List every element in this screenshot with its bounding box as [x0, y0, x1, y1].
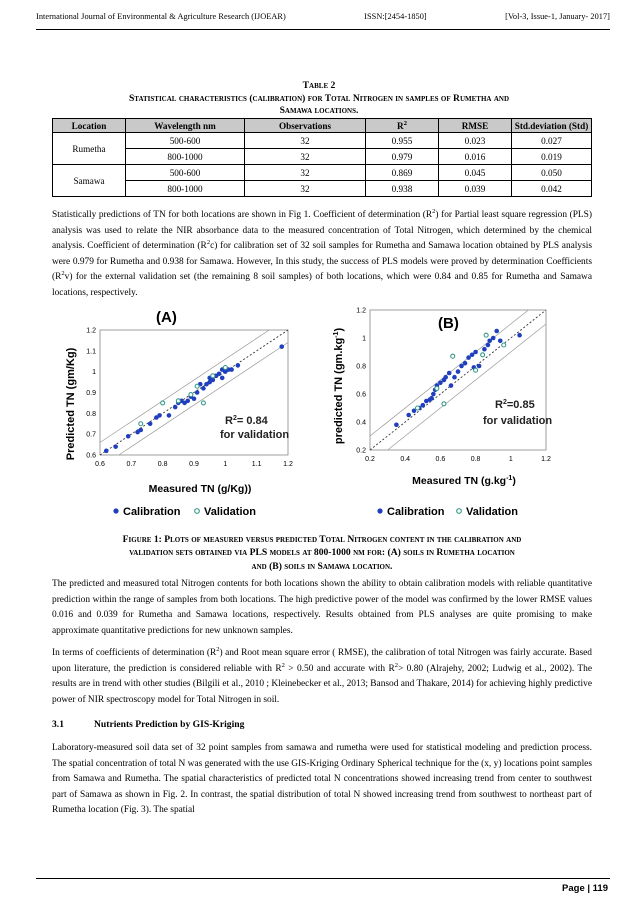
validation-point — [416, 406, 420, 410]
cell-obs: 32 — [245, 165, 366, 181]
validation-point — [502, 343, 506, 347]
x-tick-label: 0.7 — [126, 461, 137, 468]
calibration-point — [449, 383, 454, 388]
panel-label: (B) — [438, 315, 459, 332]
cell-location: Rumetha — [53, 133, 126, 165]
y-tick-label: 1 — [92, 369, 96, 377]
cell-r2: 0.979 — [366, 149, 439, 165]
paragraph-1: Statistically predictions of TN for both locations are shown in Fig 1. Coefficient of determination $(R^2)$ for Partial least square regression (PLS) analysis was used to relate the NIR absorbance data to the measured concentration of Total Nitrogen, which determined by the chemical analysis. Coefficient of determination $(R^2c)$ for calibration set of 32 soil samples for Rumetha and Samawa location obtained by PLS analysis were 0.979 for Rumetha and 0.938 for Samawa. However, In this study, the success of PLS models were proved by determination Coefficients $(R^2v)$ for the external validation set (the remaining 8 soil samples) of both locations, which were 0.84 and 0.85 for Rumetha and Samawa locations, respectively. — [52, 207, 592, 298]
header-rule — [36, 29, 610, 30]
validation-point — [195, 384, 199, 388]
validation-point — [451, 354, 455, 358]
col-wavelength: Wavelength nm — [126, 119, 245, 133]
cell-std: 0.027 — [512, 133, 592, 149]
calibration-point — [217, 371, 222, 376]
paragraph-2: The predicted and measured total Nitrogen contents for both locations shown the ability to obtain calibration models with reliable quantitative prediction within the range of samples from both locations. The high predictive power of the model was confirmed by the lower RMSE values 0.016 and 0.039 for Rumetha and Samawa locations, respectively. Results obtained from PLS analyses are quite promising to make approximate quantitative predictions for new unknown samples. — [52, 579, 592, 636]
calibration-point — [167, 413, 172, 418]
x-tick-label: 1 — [508, 456, 513, 463]
legend — [377, 506, 518, 518]
figure-caption: Figure 1: Plots of measured versus predicted Total Nitrogen content in the calibration and validation sets obtained via PLS models at 800-1000 nm for: (A) soils in Rumetha location and (B) soils in Samawa location. — [122, 534, 522, 572]
x-tick-label: 0.8 — [470, 456, 481, 463]
figure-panel-b — [328, 300, 572, 527]
calibration-point — [113, 444, 118, 449]
calibration-point — [463, 361, 468, 366]
table-row — [53, 181, 592, 197]
col-r2: $R^2$ — [366, 119, 439, 133]
calibration-point — [428, 397, 433, 402]
y-tick-label: 1.2 — [86, 327, 96, 335]
y-tick-label: 1.2 — [356, 307, 366, 315]
calibration-point — [126, 434, 131, 439]
cell-obs: 32 — [245, 133, 366, 149]
cell-std: 0.019 — [512, 149, 592, 165]
validation-point — [139, 422, 143, 426]
calibration-point — [236, 363, 241, 368]
calibration-point — [192, 396, 197, 401]
validation-point — [211, 374, 215, 378]
calibration-point — [431, 392, 436, 397]
y-tick-label: 0.2 — [356, 447, 366, 455]
calibration-point — [498, 339, 503, 344]
col-std: Std.deviation (Std) — [512, 119, 592, 133]
section-heading: 3.1 Nutrients Prediction by GIS-Kriging — [52, 719, 245, 730]
col-rmse: RMSE — [439, 119, 512, 133]
calibration-point — [452, 375, 457, 380]
figure-panel-a — [60, 300, 304, 527]
page-number: Page | 119 — [562, 883, 608, 894]
validation-note: for validation — [483, 415, 553, 427]
calibration-point — [229, 367, 234, 372]
y-tick-label: 0.6 — [356, 391, 366, 399]
cell-location: Samawa — [53, 165, 126, 197]
table-row — [53, 165, 592, 181]
calibration-point — [421, 403, 426, 408]
journal-name: International Journal of Environmental & Agriculture Research (IJOEAR) — [36, 12, 286, 21]
calibration-point — [477, 364, 482, 369]
x-tick-label: 0.6 — [95, 461, 105, 468]
calibration-point — [456, 369, 461, 374]
x-tick-label: 1.2 — [541, 456, 551, 463]
table-caption-line1: Statistical characteristics (calibration) for Total Nitrogen in samples of Rumetha and — [128, 93, 510, 104]
calibration-point — [157, 413, 162, 418]
legend-calibration: Calibration — [123, 506, 181, 518]
cell-obs: 32 — [245, 149, 366, 165]
table-row — [53, 149, 592, 165]
r2-annotation: $R^2=0.85$ — [495, 399, 535, 411]
calibration-point — [447, 371, 452, 376]
validation-point — [484, 333, 488, 337]
y-tick-label: 0.9 — [86, 390, 96, 397]
calibration-point — [185, 399, 190, 404]
col-location: Location — [53, 119, 126, 133]
validation-point — [201, 401, 205, 405]
calibration-point — [201, 386, 206, 391]
issn: ISSN:[2454-1850] — [364, 12, 427, 21]
calibration-point — [482, 347, 487, 352]
statistics-table — [52, 118, 592, 197]
validation-point — [176, 399, 180, 403]
cell-std: 0.042 — [512, 181, 592, 197]
legend-validation-marker — [195, 509, 200, 514]
lower-band-line — [388, 324, 546, 450]
calibration-point — [486, 343, 491, 348]
validation-point — [223, 366, 227, 370]
validation-point — [481, 353, 485, 357]
calibration-point — [491, 336, 496, 341]
y-tick-label: 0.4 — [356, 419, 366, 427]
r2-annotation: $R^2= 0.84$ — [225, 415, 268, 427]
panel-label: (A) — [156, 309, 177, 326]
cell-rmse: 0.045 — [439, 165, 512, 181]
cell-rmse: 0.039 — [439, 181, 512, 197]
cell-r2: 0.869 — [366, 165, 439, 181]
cell-wavelength: 800-1000 — [126, 149, 245, 165]
plot-area — [86, 328, 293, 469]
x-tick-label: 0.8 — [157, 461, 168, 468]
cell-obs: 32 — [245, 181, 366, 197]
legend-validation: Validation — [204, 506, 256, 518]
y-tick-label: 0.6 — [86, 452, 96, 460]
y-axis-title: Predicted TN (gm/Kg) — [65, 347, 77, 461]
x-tick-label: 0.4 — [400, 456, 411, 463]
paragraph-4: Laboratory-measured soil data set of 32 point samples from samawa and rumetha were used for statistical modeling and prediction process. The spatial concentration of total N was generated with the use GIS-Kriging Ordinary Spherical technique for the (x, y) locations point samples from Samawa and Rumetha. The spatial characteristics of predicted total N concentrations showed increasing trend from center to southwest part of Samawa as shown in Fig. 2. In contrast, the spatial distribution of total N showed increasing trend from southwest to northeast part of Rumetha location (Fig. 3). The spatial — [52, 743, 592, 816]
x-tick-label: 0.6 — [435, 456, 446, 463]
cell-rmse: 0.016 — [439, 149, 512, 165]
cell-std: 0.050 — [512, 165, 592, 181]
cell-wavelength: 500-600 — [126, 165, 245, 181]
calibration-point — [173, 405, 178, 410]
scatter-plot-a — [60, 300, 304, 522]
legend-validation-marker — [457, 509, 462, 514]
volume-info: [Vol-3, Issue-1, January- 2017] — [505, 12, 610, 21]
x-tick-label: 1 — [223, 461, 228, 468]
legend-calibration-marker — [377, 508, 382, 513]
cell-r2: 0.938 — [366, 181, 439, 197]
calibration-point — [220, 376, 225, 381]
cell-wavelength: 800-1000 — [126, 181, 245, 197]
legend-calibration-marker — [113, 508, 118, 513]
running-header — [36, 12, 610, 21]
cell-wavelength: 500-600 — [126, 133, 245, 149]
y-tick-label: 1 — [362, 335, 366, 343]
calibration-point — [473, 350, 478, 355]
x-tick-label: 1.1 — [251, 461, 262, 468]
col-observations: Observations — [245, 119, 366, 133]
x-tick-label: 1.2 — [283, 461, 293, 468]
y-tick-label: 0.7 — [86, 431, 96, 439]
legend-validation: Validation — [466, 506, 518, 518]
x-axis-title: Measured TN (g/Kg)) — [148, 483, 252, 495]
calibration-point — [279, 344, 284, 349]
legend-calibration: Calibration — [387, 506, 445, 518]
validation-point — [442, 402, 446, 406]
y-tick-label: 0.8 — [86, 410, 96, 418]
calibration-point — [148, 421, 153, 426]
calibration-point — [138, 428, 143, 433]
paragraph-3: In terms of coefficients of determination $(R^2)$ and Root mean square error ( RMSE), the calibration of total Nitrogen was fairly accurate. Based upon literature, the prediction is considered reliable with $R^2 > 0.50$ and accurate with $R^2> 0.80$ (Alrajehy, 2002; Ludwig et al., 2002). The results are in trend with other studies (Bilgili et al., 2010 ; Kleinebecker et al., 2013; Bansod and Thakare, 2014) for achieving highly predictive power of NIR spectroscopy model for Total Nitrogen in soil. — [52, 645, 592, 705]
calibration-point — [104, 449, 109, 454]
validation-point — [435, 386, 439, 390]
cell-r2: 0.955 — [366, 133, 439, 149]
x-tick-label: 0.9 — [189, 461, 199, 468]
y-tick-label: 1.1 — [86, 348, 96, 356]
validation-point — [189, 393, 193, 397]
validation-point — [161, 401, 165, 405]
validation-note: for validation — [220, 429, 290, 441]
calibration-point — [443, 375, 448, 380]
cell-rmse: 0.023 — [439, 133, 512, 149]
x-axis-title: Measured TN $(g.kg^{-1})$ — [412, 475, 516, 487]
calibration-point — [494, 329, 499, 334]
validation-point — [474, 368, 478, 372]
table-caption-line2: Samawa locations. — [279, 105, 359, 116]
calibration-point — [394, 423, 399, 428]
legend — [113, 506, 256, 518]
x-tick-label: 0.2 — [365, 456, 375, 463]
calibration-point — [406, 413, 411, 418]
calibration-point — [195, 390, 200, 395]
y-tick-label: 0.8 — [356, 363, 366, 371]
table-label: Table 2 — [302, 80, 336, 91]
y-axis-title: predicted TN $(gm.kg^{-1})$ — [333, 327, 345, 445]
footer-rule — [36, 878, 610, 879]
table-row — [53, 133, 592, 149]
calibration-point — [517, 333, 522, 338]
scatter-plot-b — [328, 300, 572, 522]
